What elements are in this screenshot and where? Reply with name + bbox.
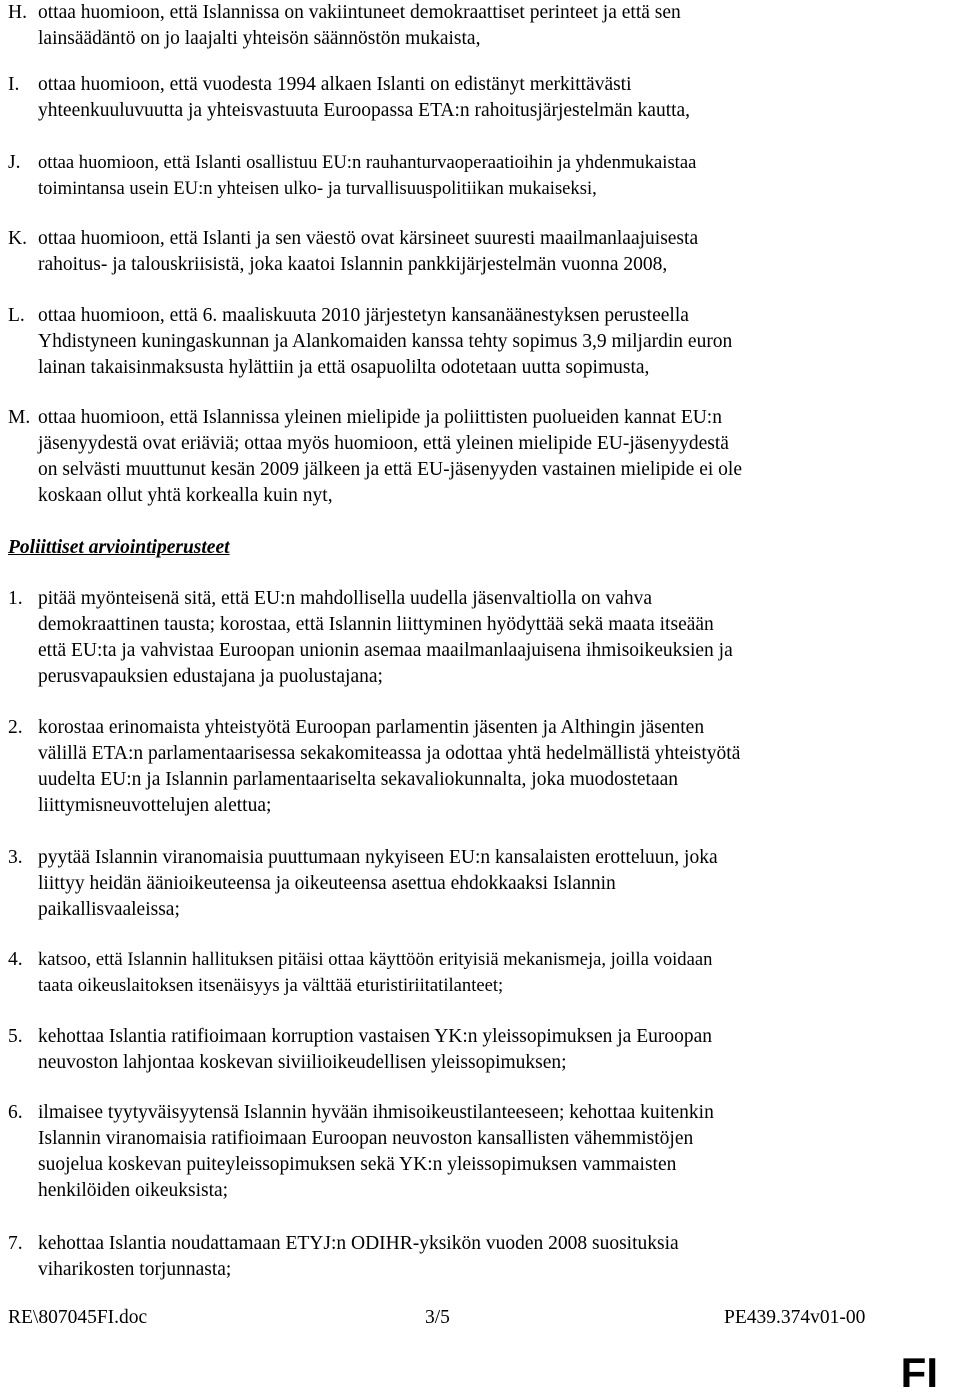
text-line: lainan takaisinmaksusta hylättiin ja että osapuolilta odotetaan uutta sopimusta, xyxy=(38,357,650,378)
text-line: demokraattinen tausta; korostaa, että Islannin liittyminen hyödyttää sekä maata itseään xyxy=(38,614,714,635)
point-text xyxy=(38,586,908,690)
text-line: Islannin viranomaisia ratifioimaan Euroopan neuvoston kansallisten vähemmistöjen xyxy=(38,1128,694,1149)
text-line: suojelua koskevan puiteyleissopimuksen sekä YK:n yleissopimuksen vammaisten xyxy=(38,1154,677,1175)
text-line: Yhdistyneen kuningaskunnan ja Alankomaiden kanssa tehty sopimus 3,9 miljardin euron xyxy=(38,331,733,352)
text-line: liittyy heidän äänioikeuteensa ja oikeuteensa asettua ehdokkaaksi Islannin xyxy=(38,873,616,894)
point-text xyxy=(38,1100,908,1204)
point-number: 1. xyxy=(8,588,23,609)
point-number: 2. xyxy=(8,717,23,738)
text-line: on selvästi muuttunut kesän 2009 jälkeen ja että EU-jäsenyyden vastainen mielipide ei ole xyxy=(38,459,742,480)
text-line: ottaa huomioon, että Islannissa yleinen mielipide ja poliittisten puolueiden kannat EU:n xyxy=(38,407,722,428)
text-line: katsoo, että Islannin hallituksen pitäisi ottaa käyttöön erityisiä mekanismeja, joilla voidaan xyxy=(38,949,713,970)
footer-page-number: 3/5 xyxy=(425,1307,450,1328)
text-line: taata oikeuslaitoksen itsenäisyys ja välttää eturistiriitatilanteet; xyxy=(38,975,504,996)
text-line: toimintansa usein EU:n yhteisen ulko- ja turvallisuuspolitiikan mukaiseksi, xyxy=(38,178,597,199)
text-line: pitää myönteisenä sitä, että EU:n mahdollisella uudella jäsenvaltiolla on vahva xyxy=(38,588,653,609)
point-text xyxy=(38,845,908,923)
recital-text xyxy=(38,226,908,278)
text-line: ottaa huomioon, että Islanti ja sen väestö ovat kärsineet suuresti maailmanlaajuisesta xyxy=(38,228,699,249)
text-line: liittymisneuvottelujen alettua; xyxy=(38,795,272,816)
text-line: pyytää Islannin viranomaisia puuttumaan nykyiseen EU:n kansalaisten erotteluun, joka xyxy=(38,847,718,868)
text-line: ottaa huomioon, että 6. maaliskuuta 2010 järjestetyn kansanäänestyksen perusteella xyxy=(38,305,689,326)
recital-text xyxy=(38,303,908,381)
text-line: paikallisvaaleissa; xyxy=(38,899,180,920)
text-line: kehottaa Islantia ratifioimaan korruption vastaisen YK:n yleissopimuksen ja Euroopan xyxy=(38,1026,713,1047)
text-line: rahoitus- ja talouskriisistä, joka kaatoi Islannin pankkijärjestelmän vuonna 2008, xyxy=(38,254,668,275)
recital-label: L. xyxy=(8,305,25,326)
text-line: perusvapauksien edustajana ja puolustajana; xyxy=(38,666,383,687)
recital-label: M. xyxy=(8,407,31,428)
recital-label: J. xyxy=(8,152,21,173)
point-text xyxy=(38,715,908,819)
point-number: 6. xyxy=(8,1102,23,1123)
text-line: viharikosten torjunnasta; xyxy=(38,1259,232,1280)
text-line: yhteenkuuluvuutta ja yhteisvastuuta Euroopassa ETA:n rahoitusjärjestelmän kautta, xyxy=(38,100,691,121)
text-line: ilmaisee tyytyväisyytensä Islannin hyvään ihmisoikeustilanteeseen; kehottaa kuitenkin xyxy=(38,1102,714,1123)
point-number: 5. xyxy=(8,1026,23,1047)
recital-text xyxy=(38,405,908,509)
text-line: ottaa huomioon, että Islannissa on vakiintuneet demokraattiset perinteet ja että sen xyxy=(38,2,681,23)
text-line: välillä ETA:n parlamentaarisessa sekakomiteassa ja odottaa yhtä hedelmällistä yhteistyötä xyxy=(38,743,741,764)
footer-pe-ref: PE439.374v01-00 xyxy=(724,1307,866,1328)
text-line: henkilöiden oikeuksista; xyxy=(38,1180,229,1201)
text-line: neuvoston lahjontaa koskevan siviilioikeudellisen yleissopimuksen; xyxy=(38,1052,567,1073)
point-number: 7. xyxy=(8,1233,23,1254)
recital-label: I. xyxy=(8,74,20,95)
recital-label: H. xyxy=(8,2,27,23)
point-number: 3. xyxy=(8,847,23,868)
text-line: kehottaa Islantia noudattamaan ETYJ:n ODIHR-yksikön vuoden 2008 suosituksia xyxy=(38,1233,679,1254)
recital-text xyxy=(38,72,908,124)
text-line: korostaa erinomaista yhteistyötä Euroopan parlamentin jäsenten ja Althingin jäsenten xyxy=(38,717,705,738)
point-text xyxy=(38,947,908,999)
recital-text xyxy=(38,150,908,202)
text-line: jäsenyydestä ovat eriäviä; ottaa myös huomioon, että yleinen mielipide EU-jäsenyydestä xyxy=(38,433,729,454)
text-line: koskaan ollut yhtä korkealla kuin nyt, xyxy=(38,485,333,506)
recital-text xyxy=(38,0,908,52)
text-line: että EU:ta ja vahvistaa Euroopan unionin asemaa maailmanlaajuisena ihmisoikeuksien ja xyxy=(38,640,733,661)
point-number: 4. xyxy=(8,949,23,970)
text-line: ottaa huomioon, että Islanti osallistuu EU:n rauhanturvaoperaatioihin ja yhdenmukaistaa xyxy=(38,152,697,173)
text-line: lainsäädäntö on jo laajalti yhteisön säännöstön mukaista, xyxy=(38,28,481,49)
recital-label: K. xyxy=(8,228,27,249)
text-line: uudelta EU:n ja Islannin parlamentaariselta sekavaliokunnalta, joka muodostetaan xyxy=(38,769,679,790)
point-text xyxy=(38,1231,908,1283)
footer-doc-ref: RE\807045FI.doc xyxy=(8,1307,148,1328)
point-text xyxy=(38,1024,908,1076)
section-heading: Poliittiset arviointiperusteet xyxy=(8,537,230,558)
text-line: ottaa huomioon, että vuodesta 1994 alkaen Islanti on edistänyt merkittävästi xyxy=(38,74,632,95)
language-code: FI xyxy=(900,1349,938,1396)
